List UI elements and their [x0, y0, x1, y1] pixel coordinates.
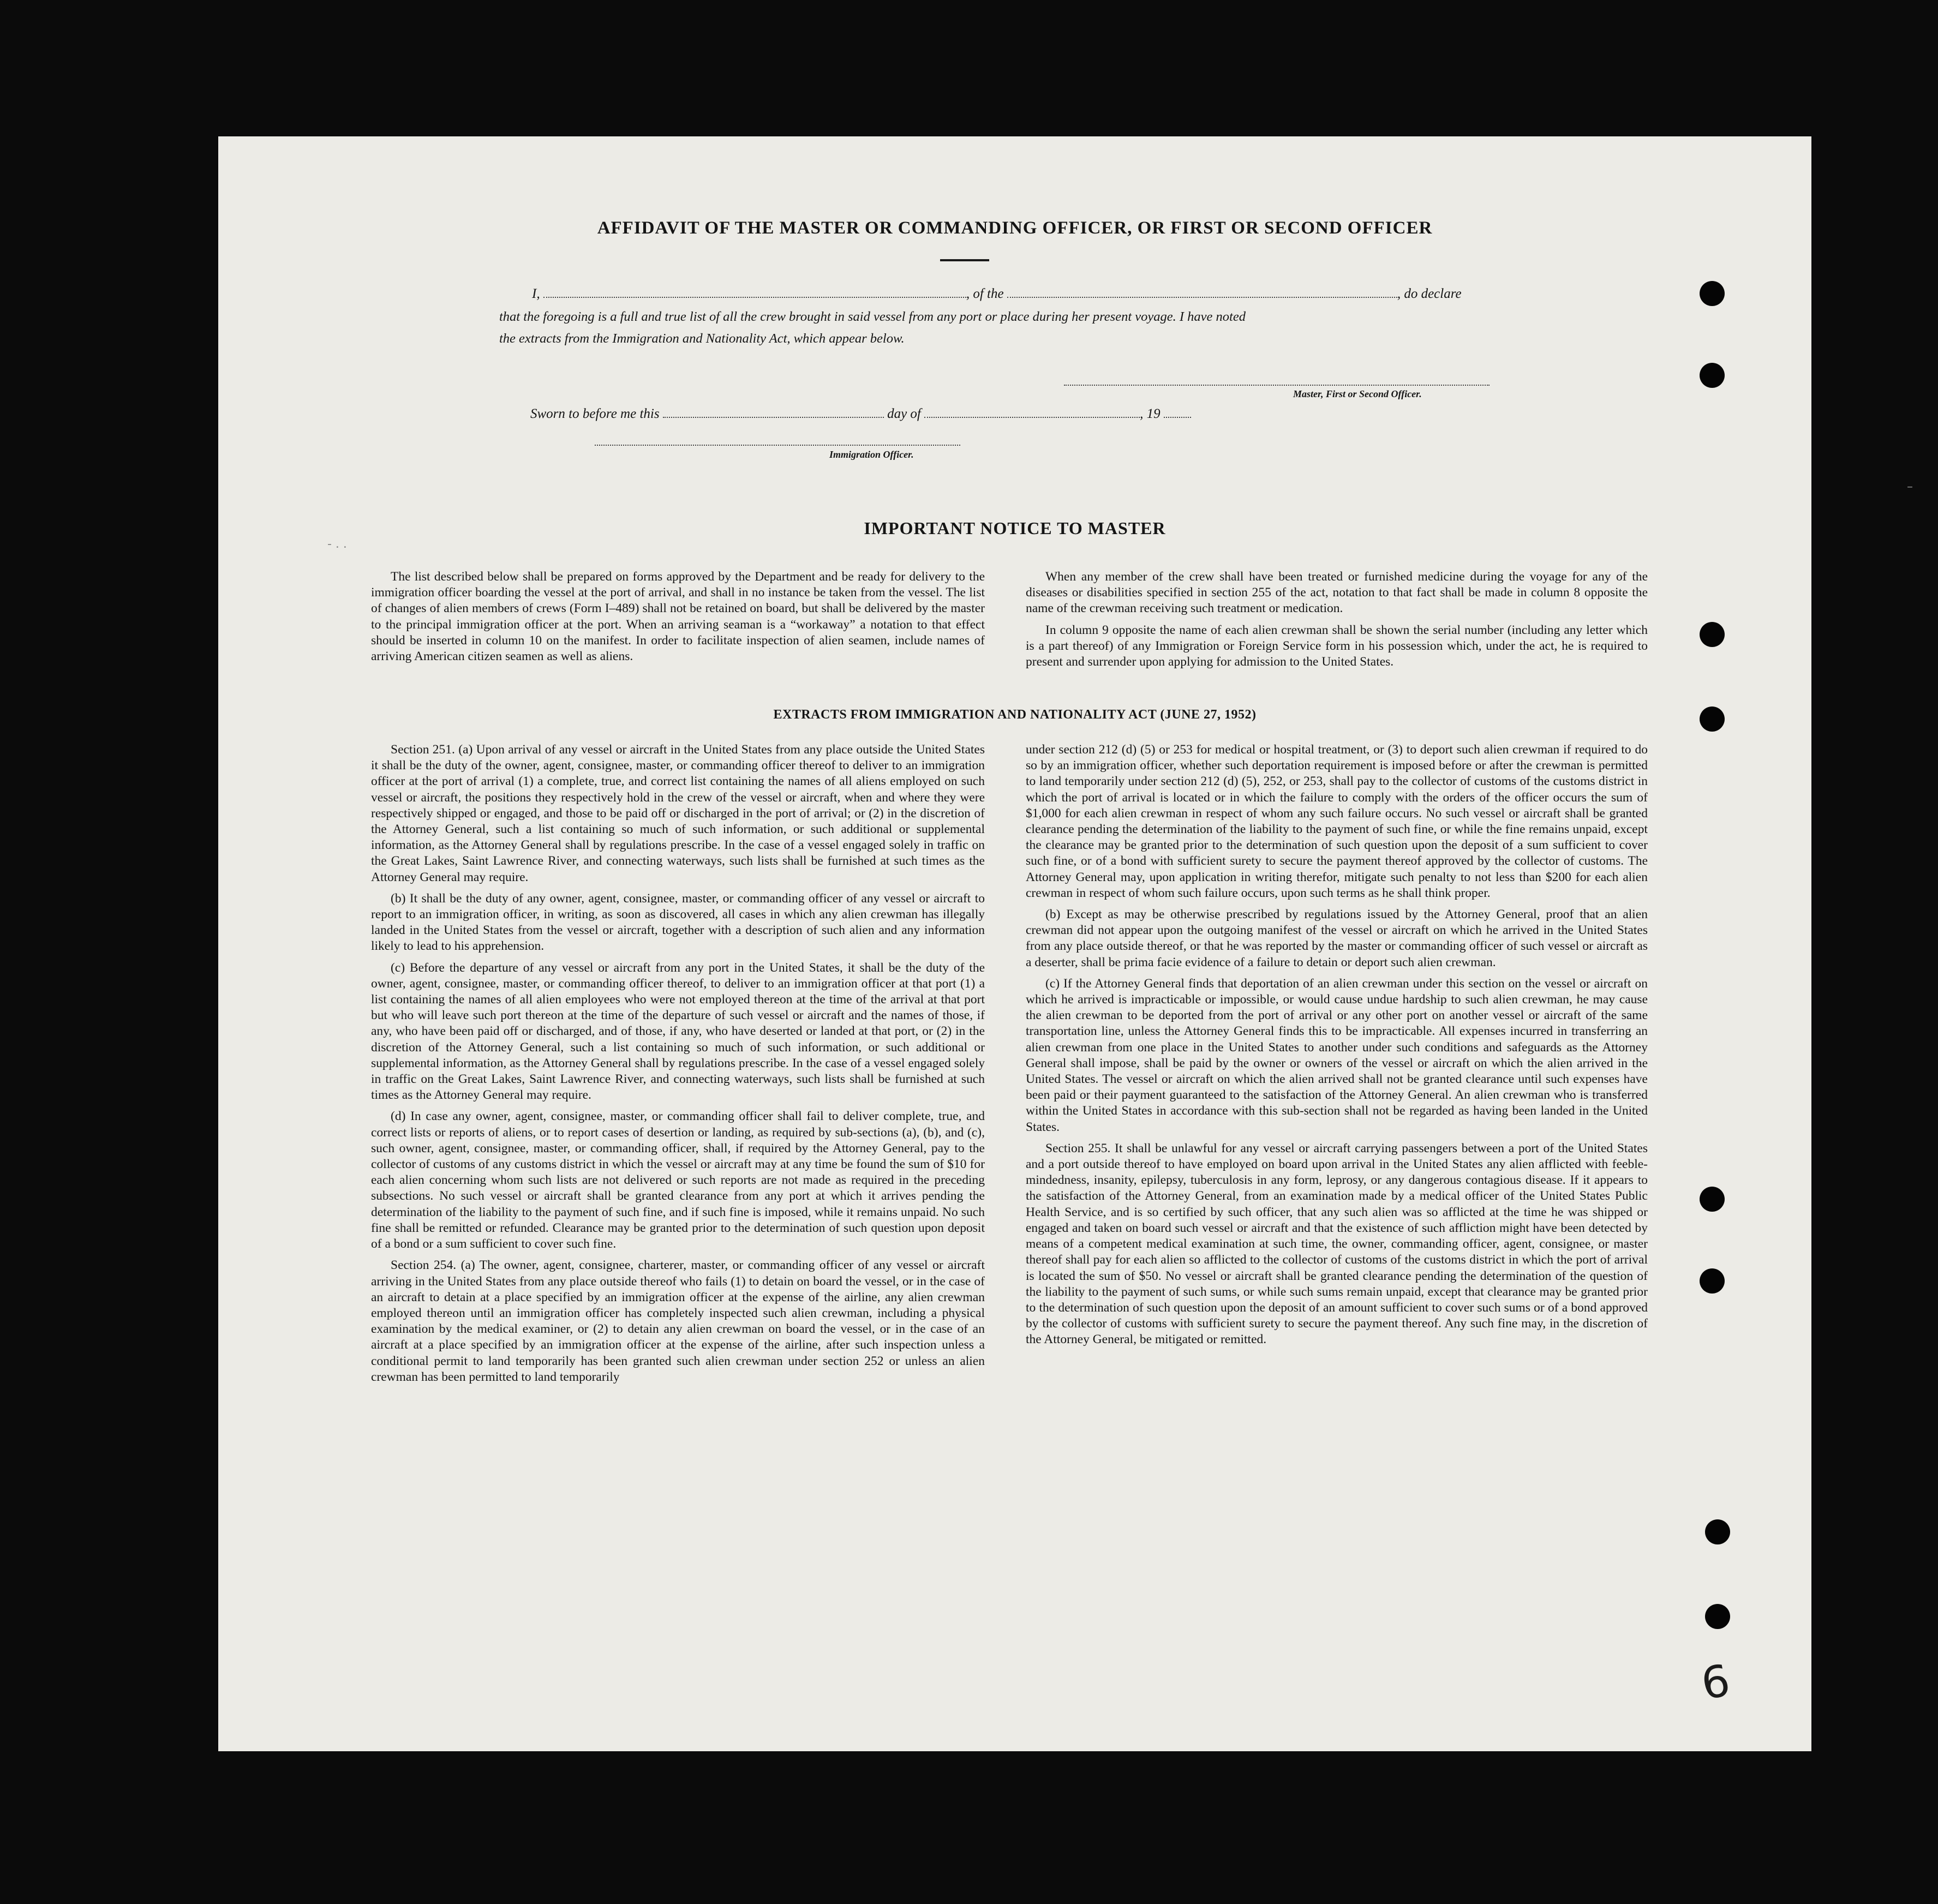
name-blank[interactable] — [543, 295, 966, 298]
section-254-b: (b) Except as may be otherwise prescribed by regulations issued by the Attorney General, proof that an alien crewman did not appear upon the outgoing manifest of the vessel or aircraft on which he arrived in the United States from any place outside thereof, or that he was reported by the master or commanding officer of such vessel or aircraft as a deserter, shall be prima facie evidence of a failure to detain or deport such alien crewman. — [1026, 907, 1648, 969]
master-signature-line[interactable] — [1064, 385, 1490, 386]
handwritten-page-mark: 6 — [1697, 1655, 1734, 1710]
punch-hole — [1700, 706, 1725, 732]
declaration-line-3: the extracts from the Immigration and Nationality Act, which appear below. — [499, 331, 905, 346]
punch-hole — [1700, 281, 1725, 306]
notice-right-column — [1026, 569, 1648, 675]
notice-left-paragraph: The list described below shall be prepared on forms approved by the Department and be ready for delivery to the immigration officer boarding the vessel at the port of arrival, and shall in no instance be taken from the vessel. The list of changes of alien members of crews (Form I–489) shall not be retained on board, but shall be delivered by the master to the principal immigration officer at the port. When an arriving seaman is a “workaway” a notation to that effect should be inserted in column 10 on the manifest. In order to facilitate inspection of alien seamen, include names of arriving American citizen seamen as well as aliens. — [371, 570, 985, 664]
section-251-a: Section 251. (a) Upon arrival of any vessel or aircraft in the United States from any place outside the United States it shall be the duty of the owner, agent, consignee, master, or commanding officer thereof to deliver to an immigration officer at the port of arrival (1) a complete, true, and correct list containing the names of all aliens employed on such vessel or aircraft, the positions they respectively hold in the crew of the vessel or aircraft, when and where they were respectively shipped or engaged, and those to be paid off or discharged in the port of arrival; or (2) in the discretion of the Attorney General, such a list containing so much of such information, or such additional or supplemental information, as the Attorney General shall by regulations prescribe. In the case of a vessel engaged solely in traffic on the Great Lakes, Saint Lawrence River, and connecting waterways, such lists shall be furnished at such times as the Attorney General may require. — [371, 743, 985, 884]
notice-right-paragraph-2: In column 9 opposite the name of each alien crewman shall be shown the serial number (including any letter which is a part thereof) of any Immigration or Foreign Service form in his possession which, under the act, he is required to present and surrender upon applying for admission to the United States. — [1026, 622, 1648, 669]
officer-signature-label: Immigration Officer. — [829, 449, 914, 460]
document-page — [218, 136, 1811, 1751]
notice-left-column — [371, 569, 985, 670]
section-254-a: Section 254. (a) The owner, agent, consignee, charterer, master, or commanding officer of any vessel or aircraft arriving in the United States from any place outside thereof who fails (1) to detain on board the vessel, or in the case of an aircraft to detain at a place specified by an immigration officer at the expense of the airline, any alien crewman employed thereon until an immigration officer has completely inspected such alien crewman, including a physical examination by the medical examiner, or (2) to detain any alien crewman on board the vessel, or in the case of an aircraft at a place specified by an immigration officer at the expense of the airline, after such inspection unless a conditional permit to land temporarily has been granted such alien crewman under section 252 or unless an alien crewman has been permitted to land temporarily — [371, 1258, 985, 1384]
film-speck: - . . — [327, 537, 347, 551]
section-251-b: (b) It shall be the duty of any owner, agent, consignee, master, or commanding officer of any vessel or aircraft to report to an immigration officer, in writing, as soon as discovered, all cases in which any alien crewman has illegally landed in the United States from the vessel or aircraft, together with a description of such alien and any information likely to lead to his apprehension. — [371, 891, 985, 954]
sworn-day-blank[interactable] — [663, 415, 884, 418]
extracts-title: EXTRACTS FROM IMMIGRATION AND NATIONALITY ACT (JUNE 27, 1952) — [773, 708, 1257, 722]
do-declare-label: , do declare — [1397, 286, 1462, 301]
punch-hole — [1700, 622, 1725, 647]
punch-hole — [1705, 1604, 1730, 1629]
year-label: , 19 — [1140, 406, 1161, 421]
section-255: Section 255. It shall be unlawful for any vessel or aircraft carrying passengers between a port of the United States and a port outside thereof to have employed on board upon arrival in the United States any alien afflicted with feeble-mindedness, insanity, epilepsy, tuberculosis in any form, leprosy, or any dangerous contagious disease. If it appears to the satisfaction of the Attorney General, from an examination made by a medical officer of the United States Public Health Service, and is so certified by such officer, that any such alien was so afflicted at the time he was shipped or engaged and taken on board such vessel or aircraft and that the existence of such affliction might have been detected by means of a competent medical examination at such time, the owner, commanding officer, agent, consignee, or master thereof shall pay for each alien so afflicted to the collector of customs of the customs district in which the port of arrival is located the sum of $50. No vessel or aircraft shall be granted clearance pending the determination of the question of the liability to the payment of such sums, or while such sums remain unpaid, except that clearance may be granted prior to the determination of such question upon the deposit of an amount sufficient to cover such sums or of a bond approved by the collector of customs with sufficient surety to secure the payment thereof. Any such fine may, in the discretion of the Attorney General, be mitigated or remitted. — [1026, 1141, 1648, 1347]
day-of-label: day of — [887, 406, 921, 421]
notice-right-paragraph-1: When any member of the crew shall have been treated or furnished medicine during the voyage for any of the diseases or disabilities specified in section 255 of the act, notation to that fact shall be made in column 8 opposite the name of the crewman receiving such treatment or medication. — [1026, 570, 1648, 616]
sworn-year-blank[interactable] — [1164, 415, 1191, 418]
punch-hole — [1705, 1519, 1730, 1544]
vessel-blank[interactable] — [1007, 295, 1397, 298]
sworn-label: Sworn to before me this — [530, 406, 660, 421]
film-speck: – — [1907, 480, 1913, 494]
section-251-c: (c) Before the departure of any vessel or aircraft from any port in the United States, it shall be the duty of the owner, agent, consignee, master, or commanding officer thereof, to deliver to an immigration officer at that port (1) a list containing the names of all alien employees who were not employed thereon at the time of the arrival at that port but who will leave such port thereon at the time of the departure of such vessel or aircraft and the names of those, if any, who have been paid off or discharged, and of those, if any, who have deserted or landed at that port, or (2) in the discretion of the Attorney General, such a list containing so much of such information, or such additional or supplemental information, as the Attorney General shall by regulations prescribe. In the case of a vessel engaged solely in traffic on the Great Lakes, Saint Lawrence River, and connecting waterways, such lists shall be furnished at such times as the Attorney General may require. — [371, 960, 985, 1103]
section-254-c: (c) If the Attorney General finds that deportation of an alien crewman under this section on the vessel or aircraft on which he arrived is impracticable or impossible, or would cause undue hardship to such alien crewman, he may cause the alien crewman to be deported from the port of arrival or any other port on another vessel or aircraft of the same transportation line, unless the Attorney General finds this to be impracticable. All expenses incurred in transferring an alien crewman from one place in the United States to another under such conditions and safeguards as the Attorney General shall impose, shall be paid by the owner or owners of the vessel or aircraft on which the alien arrived in the United States. The vessel or aircraft on which the alien arrived shall not be granted clearance until such expenses have been paid or their payment guaranteed to the satisfaction of the Attorney General. An alien crewman who is transferred within the United States in accordance with this sub-section shall not be regarded as having been landed in the United States. — [1026, 976, 1648, 1134]
extracts-right-column — [1026, 742, 1648, 1354]
section-251-d: (d) In case any owner, agent, consignee, master, or commanding officer shall fail to deliver complete, true, and correct lists or reports of aliens, or to report cases of desertion or landing, as required by sub-sections (a), (b), and (c), such owner, agent, consignee, master, or commanding officer, shall, if required by the Attorney General, pay to the collector of customs of any customs district in which the vessel or aircraft may at any time be found the sum of $10 for each alien concerning whom such lists are not delivered or such reports are not made as required in the preceding subsections. No such vessel or aircraft shall be granted clearance from any port at which it arrives pending the determination of the liability to the payment of such fine, and if such fine is imposed, while it remains unpaid. No such fine shall be remitted or refunded. Clearance may be granted prior to the determination of such question upon deposit of a bond or a sum sufficient to cover such fine. — [371, 1109, 985, 1252]
sworn-line — [530, 406, 1191, 422]
master-signature-label: Master, First or Second Officer. — [1293, 388, 1422, 399]
section-254-a-continued: under section 212 (d) (5) or 253 for medical or hospital treatment, or (3) to deport such alien crewman if required to do so by an immigration officer, whether such deportation requirement is imposed before or after the crewman is permitted to land temporarily under section 212 (d) (5), 252, or 253, shall pay to the collector of customs of the customs district in which the port of arrival is located or in which the failure to comply with the orders of the officer occurs the sum of $1,000 for each alien crewman in respect of whom any such failure occurs. No such vessel or aircraft shall be granted clearance pending the determination of the liability to the payment of such fine, or while the fine remains unpaid, except the clearance may be granted prior to the determination of such question upon the deposit of a sum sufficient to cover such fine, or of a bond with sufficient surety to secure the payment thereof approved by the collector of customs. The Attorney General may, upon application in writing therefor, mitigate such penalty to not less than $200 for each alien crewman in respect of whom such failure occurs, upon such terms as he shall think proper. — [1026, 743, 1648, 900]
extracts-left-column — [371, 742, 985, 1391]
affidavit-title: AFFIDAVIT OF THE MASTER OR COMMANDING OFFICER, OR FIRST OR SECOND OFFICER — [597, 218, 1433, 238]
declaration-line-1 — [532, 286, 1462, 302]
punch-hole — [1700, 1187, 1725, 1212]
title-divider — [940, 259, 989, 261]
notice-title: IMPORTANT NOTICE TO MASTER — [864, 518, 1166, 538]
declaration-line-2: that the foregoing is a full and true list of all the crew brought in said vessel from any port or place during her present voyage. I have noted — [499, 309, 1246, 324]
punch-hole — [1700, 363, 1725, 388]
i-label: I, — [532, 286, 540, 301]
punch-hole — [1700, 1268, 1725, 1294]
sworn-month-blank[interactable] — [924, 415, 1140, 418]
of-the-label: , of the — [966, 286, 1004, 301]
officer-signature-line[interactable] — [595, 445, 960, 446]
